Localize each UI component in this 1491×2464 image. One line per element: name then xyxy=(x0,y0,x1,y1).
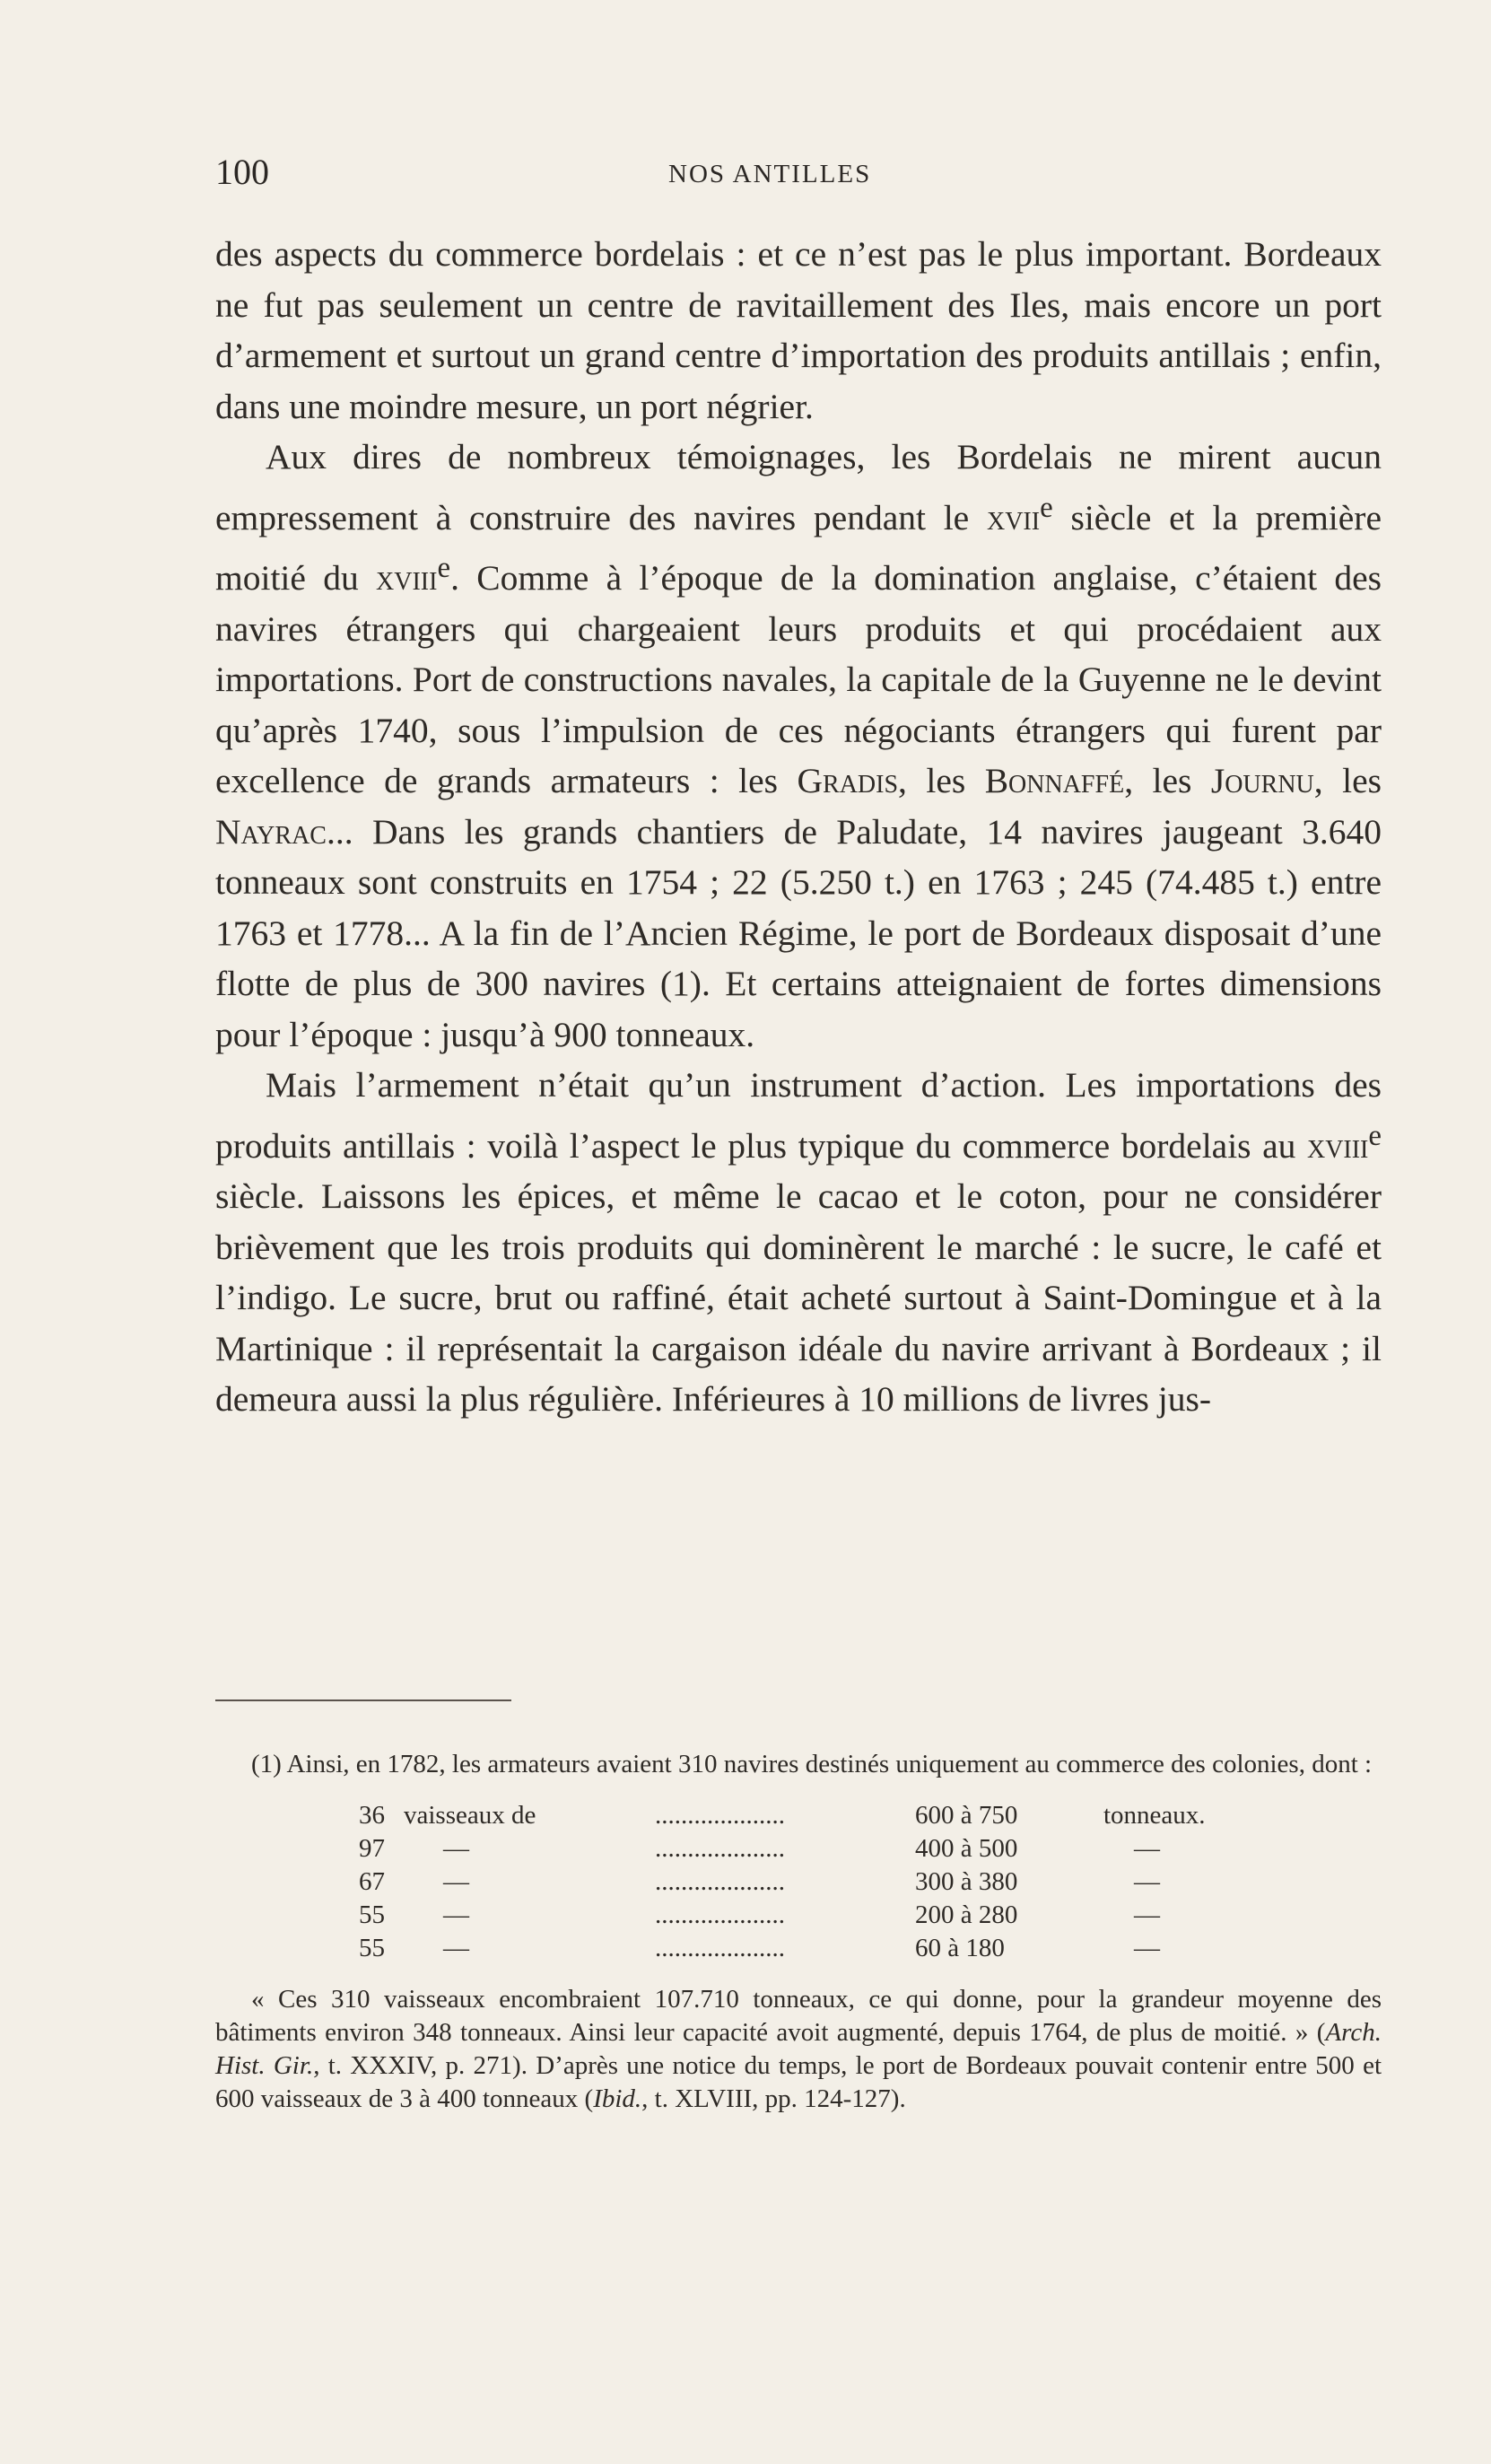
ship-tonnage-table xyxy=(359,1799,1206,1965)
quote-part-c: , t. XLVIII, pp. 124-127). xyxy=(641,2084,906,2113)
footnote-intro: (1) Ainsi, en 1782, les armateurs avaient 310 navires destinés uniquement au commerce des colonies, dont : xyxy=(251,1750,1373,1778)
name-bonnaffe: Bonnaffé xyxy=(984,761,1125,801)
footnote-rule xyxy=(215,1699,511,1701)
page-header xyxy=(215,151,1382,196)
row-label: vaisseaux de xyxy=(404,1801,536,1830)
row-range: 200 à 280 xyxy=(915,1900,1018,1929)
table-row xyxy=(359,1799,1206,1832)
paragraph-3 xyxy=(215,1060,1382,1425)
running-head: NOS ANTILLES xyxy=(668,160,872,188)
row-range: 60 à 180 xyxy=(915,1934,1005,1962)
row-leader-dots: .................... xyxy=(655,1934,785,1962)
row-label: — xyxy=(443,1834,469,1863)
footnotes xyxy=(215,1748,1382,2116)
table-row xyxy=(359,1865,1206,1899)
row-leader-dots: .................... xyxy=(655,1900,785,1929)
row-unit: — xyxy=(1134,1934,1160,1962)
row-count: 36 xyxy=(359,1801,385,1830)
row-count: 97 xyxy=(359,1834,385,1863)
name-separator: , les xyxy=(1313,761,1382,801)
row-count: 55 xyxy=(359,1900,385,1929)
row-leader-dots: .................... xyxy=(655,1834,785,1863)
century-18-sup: e xyxy=(1368,1119,1382,1152)
name-journu: Journu xyxy=(1210,761,1314,801)
century-17: xvii xyxy=(986,497,1041,537)
citation-arch-hist-gir: Arch. Hist. Gir. xyxy=(215,2018,1382,2080)
paragraph-2-part-b: siècle et la première moitié du xyxy=(215,497,1382,599)
paragraph-2-part-a: Aux dires de nombreux témoignages, les Bordelais ne mirent aucun empressement à construire des navires pendant le xyxy=(215,437,1382,537)
row-range: 600 à 750 xyxy=(915,1801,1018,1830)
paragraph-3-part-b: siècle. Laissons les épices, et même le cacao et le coton, pour ne considérer brièvement que les trois produits qui dominèrent le marché : le sucre, le café et l’indigo. Le sucre, brut ou raffiné, était acheté surtout à Saint-Domingue et à la Martinique : il représentait la cargaison idéale du navire arrivant à Bordeaux ; il demeura aussi la plus régulière. Inférieures à 10 millions de livres jus- xyxy=(215,1176,1382,1420)
row-unit: — xyxy=(1134,1867,1160,1896)
table-row xyxy=(359,1899,1206,1932)
row-unit: tonneaux. xyxy=(1103,1801,1206,1830)
body-text xyxy=(215,229,1382,1425)
paragraph-2 xyxy=(215,432,1382,1060)
table-row xyxy=(359,1832,1206,1865)
table-row xyxy=(359,1932,1206,1965)
row-label: — xyxy=(443,1867,469,1896)
row-count: 67 xyxy=(359,1867,385,1896)
paragraph-2-part-d: ... Dans les grands chantiers de Paludate, 14 navires jaugeant 3.640 tonneaux sont construits en 1754 ; 22 (5.250 t.) en 1763 ; 245 (74.485 t.) entre 1763 et 1778... A la fin de l’Ancien Régime, le port de Bordeaux disposait d’une flotte de plus de 300 navires (1). Et certains atteignaient de fortes dimensions pour l’époque : jusqu’à 900 tonneaux. xyxy=(215,811,1382,1054)
footnote-quote xyxy=(215,1983,1382,2116)
quote-part-b: , t. XXXIV, p. 271). D’après une notice du temps, le port de Bordeaux pouvait contenir entre 500 et 600 vaisseaux de 3 à 400 tonneaux ( xyxy=(215,2051,1382,2113)
row-label: — xyxy=(443,1934,469,1962)
century-18: xviii xyxy=(1306,1125,1369,1166)
page-number: 100 xyxy=(215,152,269,192)
paragraph-3-part-a: Mais l’armement n’était qu’un instrument d’action. Les importations des produits antillais : voilà l’aspect le plus typique du commerce bordelais au xyxy=(215,1065,1382,1166)
century-17-sup: e xyxy=(1040,491,1053,524)
name-gradis: Gradis xyxy=(797,761,899,801)
row-range: 400 à 500 xyxy=(915,1834,1018,1863)
row-range: 300 à 380 xyxy=(915,1867,1018,1896)
quote-part-a: « Ces 310 vaisseaux encombraient 107.710 tonneaux, ce qui donne, pour la grandeur moyenne des bâtiments environ 348 tonneaux. Ainsi leur capacité avoit augmenté, depuis 1764, de plus de moitié. » ( xyxy=(215,1985,1382,2047)
name-separator: , les xyxy=(898,761,985,801)
row-unit: — xyxy=(1134,1900,1160,1929)
century-18: xviii xyxy=(376,558,438,599)
citation-ibid: Ibid. xyxy=(593,2084,642,2113)
row-unit: — xyxy=(1134,1834,1160,1863)
row-leader-dots: .................... xyxy=(655,1867,785,1896)
name-nayrac: Nayrac xyxy=(215,811,327,852)
paragraph-1: des aspects du commerce bordelais : et ce n’est pas le plus important. Bordeaux ne fut pas seulement un centre de ravitaillement des Iles, mais encore un port d’armement et surtout un grand centre d’importation des produits antillais ; enfin, dans une moindre mesure, un port négrier. xyxy=(215,234,1382,426)
row-leader-dots: .................... xyxy=(655,1801,785,1830)
row-count: 55 xyxy=(359,1934,385,1962)
century-18-sup: e xyxy=(437,552,451,585)
name-separator: , les xyxy=(1124,761,1211,801)
row-label: — xyxy=(443,1900,469,1929)
paragraph-2-part-c: . Comme à l’époque de la domination anglaise, c’étaient des navires étrangers qui chargeaient leurs produits et qui procédaient aux importations. Port de constructions navales, la capitale de la Guyenne ne le devint qu’après 1740, sous l’impulsion de ces négociants étrangers qui furent par excellence de grands armateurs : les xyxy=(215,558,1382,801)
